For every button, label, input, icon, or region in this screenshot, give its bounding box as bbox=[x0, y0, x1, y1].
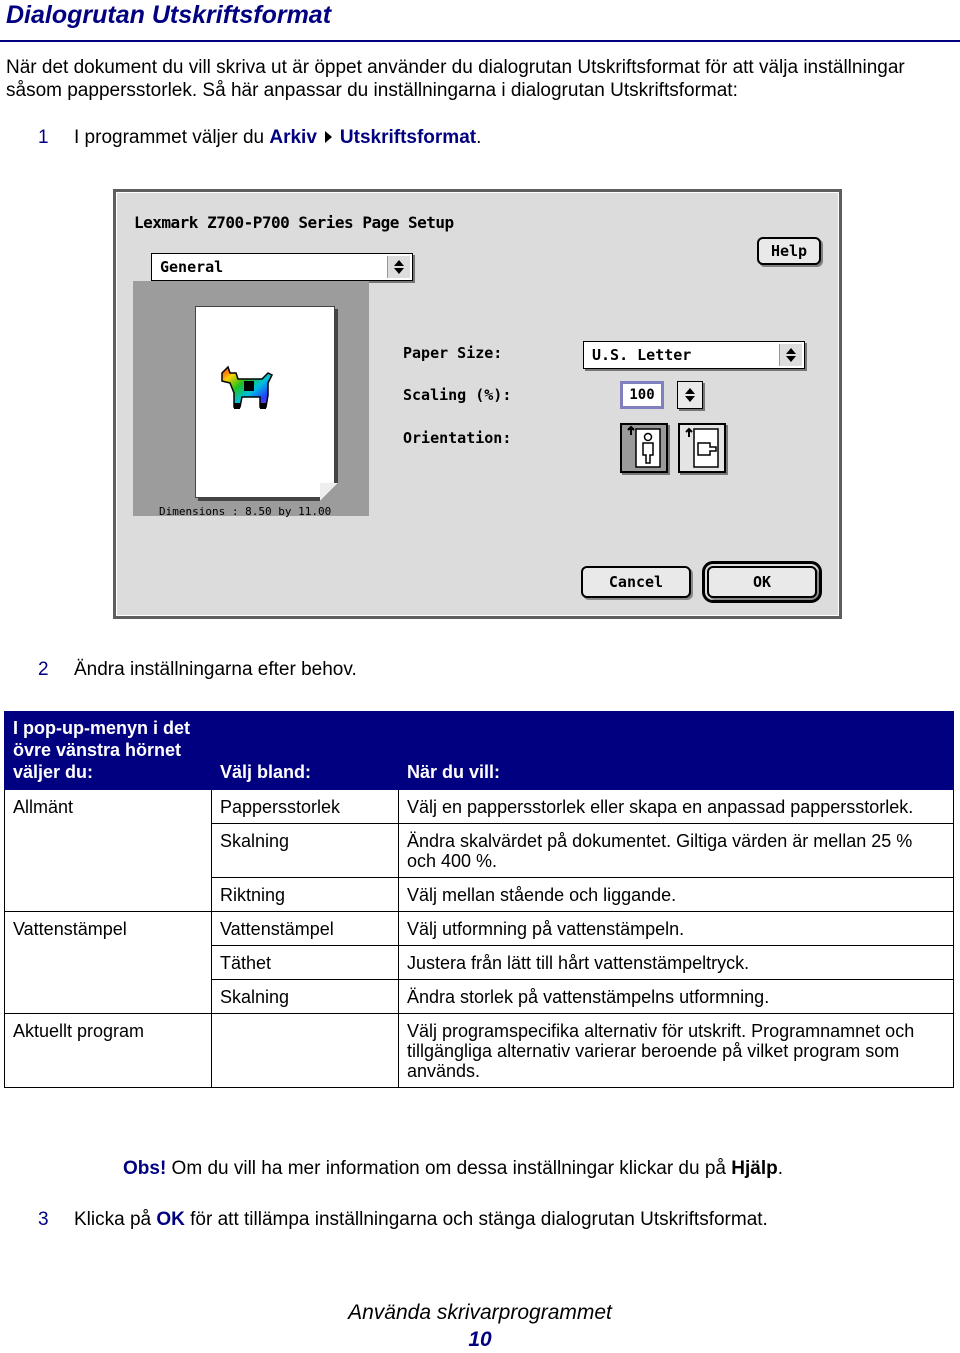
settings-popup[interactable] bbox=[151, 253, 413, 281]
column-header: När du vill: bbox=[399, 712, 954, 790]
table-header-row bbox=[5, 712, 954, 790]
step-text: Ändra inställningarna efter behov. bbox=[74, 659, 357, 680]
table-row bbox=[5, 946, 954, 980]
page-number: 10 bbox=[468, 1328, 492, 1351]
table-cell: Riktning bbox=[212, 878, 399, 912]
popup-arrows-icon bbox=[387, 256, 410, 278]
table-cell: Täthet bbox=[212, 946, 399, 980]
orientation-label: Orientation: bbox=[403, 429, 512, 447]
heading-rule bbox=[0, 40, 960, 42]
scaling-label: Scaling (%): bbox=[403, 386, 512, 404]
step-end: . bbox=[476, 127, 482, 148]
footer-title: Använda skrivarprogrammet bbox=[348, 1301, 612, 1324]
table-row bbox=[5, 790, 954, 824]
table-cell bbox=[5, 878, 212, 912]
dog-icon bbox=[218, 365, 278, 415]
table-cell: Justera från lätt till hårt vattenstämpeltryck. bbox=[399, 946, 954, 980]
table-cell bbox=[5, 980, 212, 1014]
portrait-orientation-button[interactable] bbox=[620, 423, 668, 473]
step-text: för att tillämpa inställningarna och stänga dialogrutan Utskriftsformat. bbox=[184, 1209, 768, 1230]
page-corner-fold bbox=[320, 483, 338, 501]
page-preview bbox=[195, 306, 335, 498]
table-cell bbox=[5, 946, 212, 980]
landscape-orientation-button[interactable] bbox=[678, 423, 726, 473]
note-label: Obs! bbox=[123, 1158, 167, 1179]
table-cell: Skalning bbox=[212, 980, 399, 1014]
table-cell: Vattenstämpel bbox=[212, 912, 399, 946]
step-number: 2 bbox=[38, 659, 49, 680]
table-cell: Ändra storlek på vattenstämpelns utformning. bbox=[399, 980, 954, 1014]
table-cell: Välj programspecifika alternativ för utskrift. Programnamnet och tillgängliga alternativ varierar beroende på vilket program som används. bbox=[399, 1014, 954, 1088]
scaling-stepper[interactable] bbox=[677, 381, 703, 409]
paper-size-value: U.S. Letter bbox=[592, 346, 692, 364]
page-setup-screenshot bbox=[113, 189, 842, 619]
table-cell: Välj mellan stående och liggande. bbox=[399, 878, 954, 912]
submenu-arrow-icon bbox=[325, 131, 332, 143]
note-end: . bbox=[777, 1158, 783, 1179]
dialog-title: Lexmark Z700-P700 Series Page Setup bbox=[134, 213, 454, 232]
step-number: 3 bbox=[38, 1209, 49, 1230]
page-setup-dialog bbox=[116, 192, 839, 616]
note-text: Om du vill ha mer information om dessa inställningar klickar du på bbox=[166, 1158, 732, 1179]
portrait-icon bbox=[622, 425, 666, 471]
table-row bbox=[5, 912, 954, 946]
step-3 bbox=[38, 1208, 768, 1231]
menu-arkiv: Arkiv bbox=[269, 127, 317, 148]
table-cell: Välj utformning på vattenstämpeln. bbox=[399, 912, 954, 946]
table-cell: Allmänt bbox=[5, 790, 212, 824]
table-cell: Skalning bbox=[212, 824, 399, 878]
step-text: Klicka på bbox=[74, 1209, 157, 1230]
paper-size-popup[interactable] bbox=[583, 341, 805, 369]
settings-popup-value: General bbox=[160, 258, 224, 276]
step-2 bbox=[38, 658, 357, 681]
table-cell bbox=[212, 1014, 399, 1088]
scaling-input[interactable]: 100 bbox=[620, 381, 664, 409]
intro-paragraph: När det dokument du vill skriva ut är öppet använder du dialogrutan Utskriftsformat för att välja inställningar såsom pappersstorlek. Så här anpassar du inställningarna i dialogrutan Utskriftsformat: bbox=[6, 57, 905, 101]
table-cell bbox=[5, 824, 212, 878]
table-cell: Välj en pappersstorlek eller skapa en anpassad pappersstorlek. bbox=[399, 790, 954, 824]
menu-utskriftsformat: Utskriftsformat bbox=[339, 127, 477, 148]
table-row bbox=[5, 980, 954, 1014]
table-cell: Pappersstorlek bbox=[212, 790, 399, 824]
dimensions-label: Dimensions : 8.50 by 11.00 bbox=[159, 505, 332, 518]
ok-button[interactable]: OK bbox=[707, 566, 817, 598]
column-header: Välj bland: bbox=[212, 712, 399, 790]
table-cell: Ändra skalvärdet på dokumentet. Giltiga värden är mellan 25 % och 400 %. bbox=[399, 824, 954, 878]
column-header: I pop-up-menyn i det övre vänstra hörnet väljer du: bbox=[5, 712, 212, 790]
table-cell: Vattenstämpel bbox=[5, 912, 212, 946]
table-row bbox=[5, 1014, 954, 1088]
help-button[interactable]: Help bbox=[757, 237, 821, 265]
landscape-icon bbox=[680, 425, 724, 471]
table-cell: Aktuellt program bbox=[5, 1014, 212, 1088]
step-1 bbox=[38, 126, 481, 149]
step-text: I programmet väljer du bbox=[74, 127, 270, 148]
table-row bbox=[5, 824, 954, 878]
popup-arrows-icon bbox=[779, 344, 802, 366]
table-row bbox=[5, 878, 954, 912]
ok-term: OK bbox=[156, 1209, 185, 1230]
settings-table bbox=[4, 711, 954, 1088]
note bbox=[123, 1157, 783, 1180]
page-heading: Dialogrutan Utskriftsformat bbox=[6, 1, 332, 29]
cancel-button[interactable]: Cancel bbox=[581, 566, 691, 598]
note-help-term: Hjälp bbox=[731, 1158, 778, 1179]
paper-size-label: Paper Size: bbox=[403, 344, 503, 362]
step-number: 1 bbox=[38, 127, 49, 148]
